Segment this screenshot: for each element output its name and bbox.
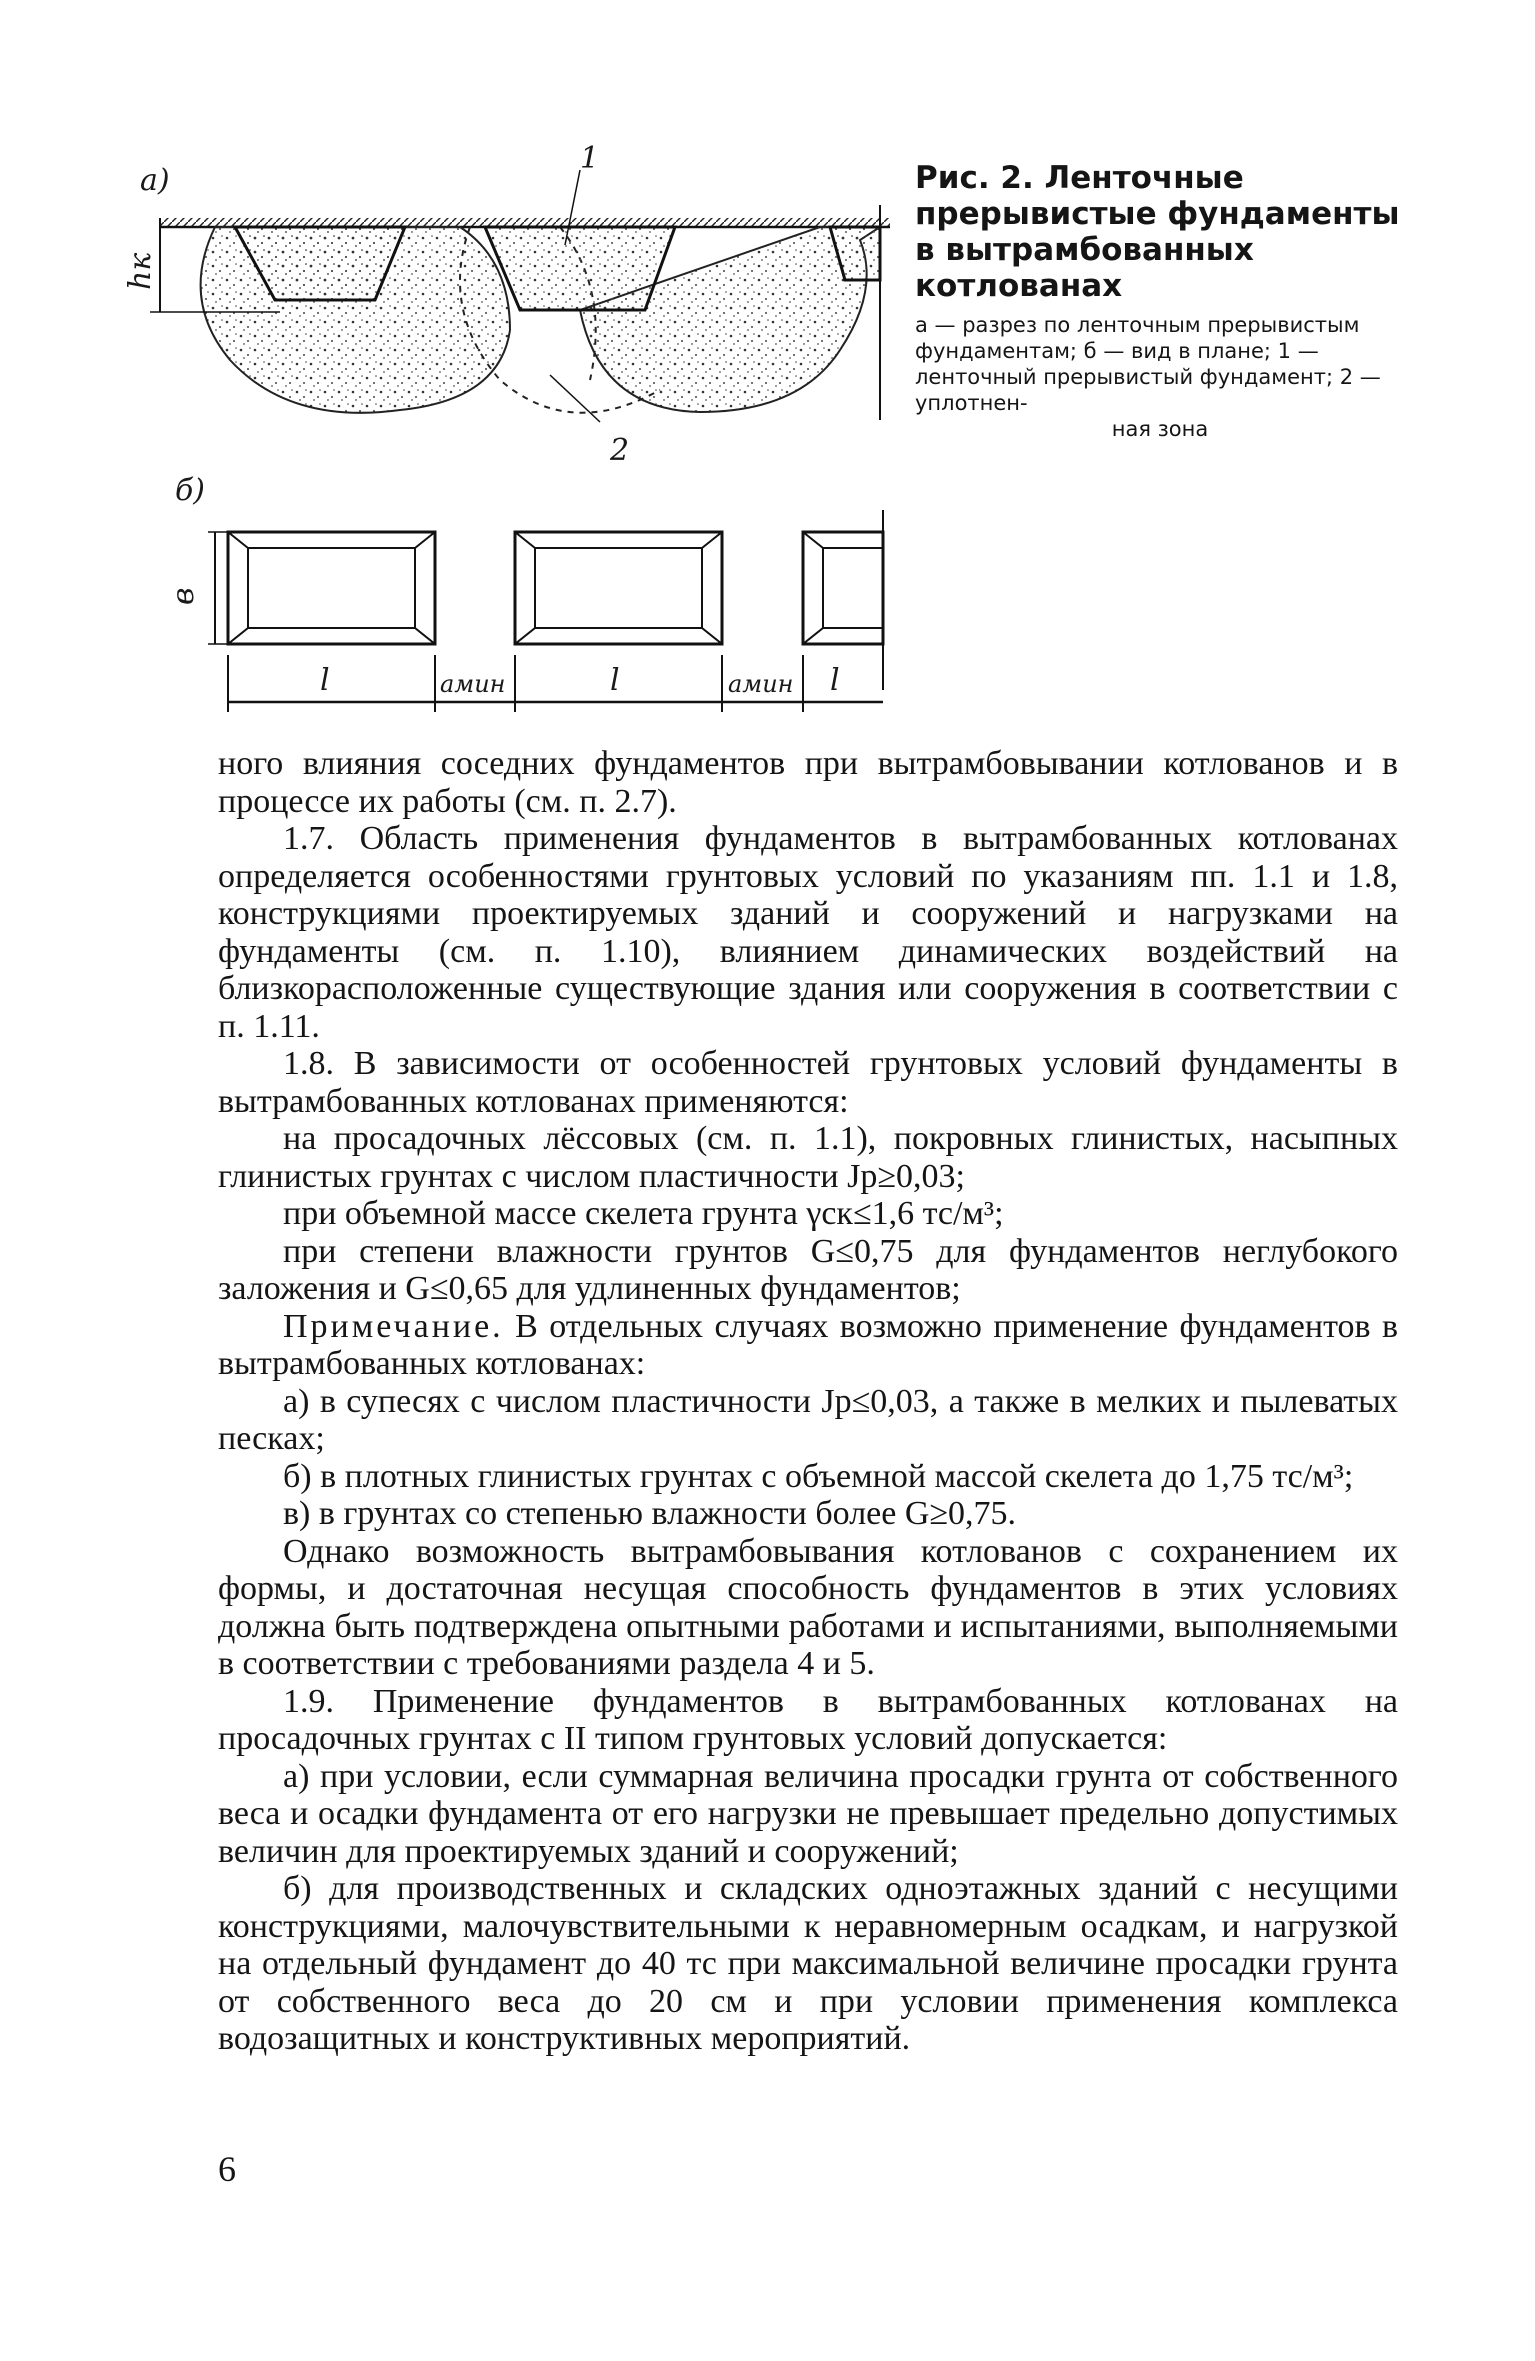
foundation-2	[485, 227, 675, 310]
caption-legend-end: ная зона	[1111, 417, 1209, 441]
label-b: б)	[175, 473, 206, 508]
plan-foundation-1	[228, 532, 435, 644]
plan-foundation-2	[515, 532, 722, 644]
figure-caption	[915, 160, 1405, 442]
leader-2	[550, 375, 600, 422]
paragraph-note	[218, 1308, 1398, 1383]
dim-l-1: l	[320, 663, 330, 698]
paragraph-moisture: при степени влажности грунтов G≤0,75 для фундаментов неглубокого заложения и G≤0,65 для удлиненных фундаментов;	[218, 1232, 1398, 1307]
paragraph-1-9: 1.9. Применение фундаментов в вытрамбованных котлованах на просадочных грунтах с II типом грунтовых условий допускается:	[218, 1682, 1398, 1757]
label-hk: hк	[123, 252, 158, 290]
caption-title: Рис. 2. Ленточные прерывистые фундаменты в вытрамбованных котлованах	[915, 160, 1400, 304]
paragraph-1: ного влияния соседних фундаментов при вытрамбовывании котлованов и в процессе их работы (см. п. 2.7).	[218, 745, 1398, 820]
dim-l-3: l	[830, 663, 840, 698]
paragraph-loess: на просадочных лёссовых (см. п. 1.1), покровных глинистых, насыпных глинистых грунтах с числом пластичности Jр≥0,03;	[218, 1120, 1398, 1195]
note-item-c: в) в грунтах со степенью влажности более G≥0,75.	[283, 1495, 1017, 1532]
paragraph-1-7: 1.7. Область применения фундаментов в вытрамбованных котлованах определяется особенностями грунтовых условий по указаниям пп. 1.1 и 1.8, конструкциями проектируемых зданий и сооружений и нагрузками на фундаменты (см. п. 1.10), влиянием динамических воздействий на близкорасположенные существующие здания или сооружения в соответствии с п. 1.11.	[218, 820, 1398, 1045]
label-a: а)	[140, 163, 170, 198]
condition-a: а) при условии, если суммарная величина просадки грунта от собственного веса и осадки фундамента от его нагрузки не превышает предельно допустимых величин для проектируемых зданий и сооружений;	[218, 1757, 1398, 1870]
dim-l-2: l	[610, 663, 620, 698]
note-item-b: б) в плотных глинистых грунтах с объемной массой скелета до 1,75 тс/м³;	[283, 1457, 1354, 1495]
figure-drawing	[123, 141, 900, 730]
note-item-a: а) в супесях с числом пластичности Jр≤0,03, а также в мелких и пылеватых песках;	[218, 1382, 1398, 1457]
label-width: в	[166, 587, 201, 605]
label-1: 1	[580, 141, 600, 176]
condition-b: б) для производственных и складских одноэтажных зданий с несущими конструкциями, малочувствительными к неравномерным осадкам, и нагрузкой на отдельный фундамент до 40 тс при максимальной величине просадки грунта от собственного веса до 20 см и при условии применения комплекса водозащитных и конструктивных мероприятий.	[218, 1870, 1398, 2057]
caption-legend	[915, 312, 1405, 442]
figure-strip-foundations	[123, 141, 900, 730]
paragraph-density: при объемной массе скелета грунта γск≤1,6 тс/м³;	[283, 1195, 1004, 1232]
dim-amin-1: aмин	[440, 670, 506, 698]
section-a-drawing	[123, 141, 890, 468]
plan-b-drawing	[166, 473, 883, 712]
dim-amin-2: aмин	[728, 670, 794, 698]
body-text	[218, 745, 1398, 2058]
note-label: Примечание.	[283, 1307, 504, 1345]
page-number: 6	[218, 2149, 236, 2189]
paragraph-however: Однако возможность вытрамбовывания котлованов с сохранением их формы, и достаточная несущая способность фундаментов в этих условиях должна быть подтверждена опытными работами и испытаниями, выполняемыми в соответствии с требованиями раздела 4 и 5.	[218, 1532, 1398, 1682]
paragraph-1-8: 1.8. В зависимости от особенностей грунтовых условий фундаменты в вытрамбованных котлованах применяются:	[218, 1045, 1398, 1120]
note-text: В отдельных случаях возможно применение фундаментов в вытрамбованных котлованах:	[218, 1307, 1398, 1382]
plan-foundation-3	[803, 532, 883, 644]
caption-legend-text: а — разрез по ленточным прерывистым фундаментам; б — вид в плане; 1 — ленточный прерывистый фундамент; 2 — уплотнен-	[915, 313, 1381, 415]
label-2: 2	[610, 433, 630, 468]
